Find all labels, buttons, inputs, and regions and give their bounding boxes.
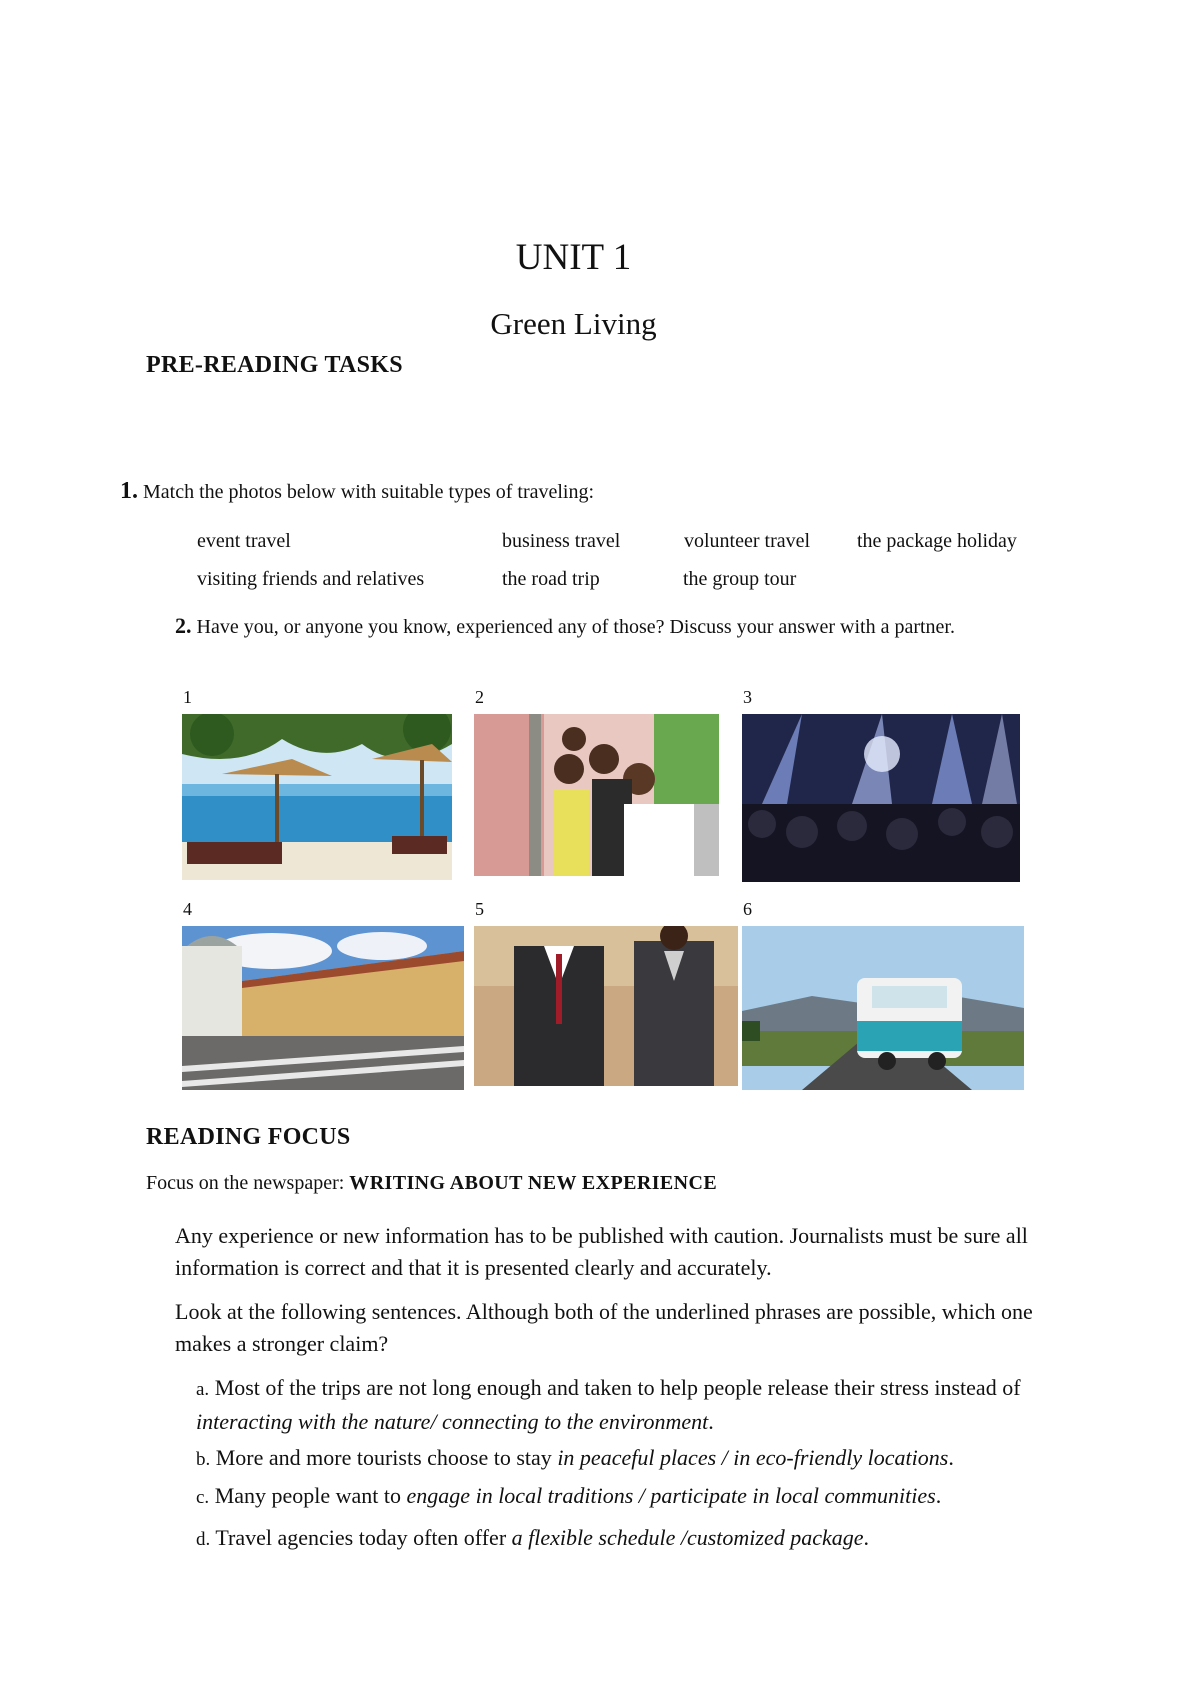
item-phrase: a flexible schedule /customized package [511, 1525, 864, 1550]
concert-photo [742, 714, 1020, 882]
photo-number: 3 [743, 687, 752, 707]
reading-focus-heading: READING FOCUS [146, 1124, 351, 1150]
unit-subtitle: Green Living [490, 306, 657, 341]
question-2-number: 2. [175, 613, 192, 638]
item-letter: c. [196, 1487, 210, 1508]
business-people-photo [474, 926, 738, 1086]
item-phrase: interacting with the nature/ connecting to the environment [196, 1409, 709, 1434]
travel-type: the group tour [683, 568, 797, 590]
item-letter: d. [196, 1529, 211, 1550]
item-letter: a. [196, 1379, 210, 1400]
beach-photo [182, 714, 452, 880]
item-text: Many people want to [209, 1483, 407, 1508]
list-item [196, 1480, 1036, 1514]
photo-number: 1 [183, 687, 192, 707]
travel-type: the package holiday [857, 530, 1017, 552]
focus-prefix: Focus on the newspaper: [146, 1172, 350, 1194]
list-item [196, 1442, 1036, 1476]
road-trip-photo [742, 926, 1024, 1090]
unit-title: UNIT 1 [515, 237, 632, 278]
question-1-number: 1. [120, 478, 138, 504]
list-item [196, 1522, 1036, 1556]
list-item [196, 1372, 1036, 1438]
travel-type: the road trip [502, 568, 600, 590]
question-1-text: Match the photos below with suitable types of traveling: [138, 481, 595, 503]
item-end: . [863, 1525, 870, 1550]
question-2 [175, 611, 965, 642]
pre-reading-heading: PRE-READING TASKS [146, 352, 403, 378]
question-2-text: Have you, or anyone you know, experienced any of those? Discuss your answer with a partner. [191, 616, 955, 638]
item-phrase: in peaceful places / in eco-friendly locations [557, 1445, 949, 1470]
item-text: Travel agencies today often offer [210, 1525, 512, 1550]
travel-type: business travel [502, 530, 621, 552]
item-text: Most of the trips are not long enough and taken to help people release their stress instead of [209, 1375, 1021, 1400]
palace-square-photo [182, 926, 464, 1090]
travel-type: volunteer travel [684, 530, 811, 552]
item-phrase: engage in local traditions / participate in local communities [406, 1483, 936, 1508]
photo-number: 5 [475, 899, 484, 919]
paragraph-2: Look at the following sentences. Although both of the underlined phrases are possible, which one makes a stronger claim? [175, 1299, 1033, 1356]
photo-number: 4 [183, 899, 192, 919]
item-text: More and more tourists choose to stay [210, 1445, 558, 1470]
travel-type: event travel [197, 530, 291, 552]
item-letter: b. [196, 1449, 211, 1470]
focus-title: WRITING ABOUT NEW EXPERIENCE [349, 1172, 718, 1194]
photo-number: 6 [743, 899, 752, 919]
paragraph-1: Any experience or new information has to be published with caution. Journalists must be sure all information is correct and that it is presented clearly and accurately. [175, 1223, 1028, 1280]
friends-photo [474, 714, 719, 876]
item-end: . [935, 1483, 942, 1508]
item-end: . [708, 1409, 714, 1434]
item-end: . [948, 1445, 954, 1470]
photo-number: 2 [475, 687, 484, 707]
travel-type: visiting friends and relatives [197, 568, 425, 590]
question-1 [120, 478, 594, 505]
focus-line [146, 1172, 717, 1195]
